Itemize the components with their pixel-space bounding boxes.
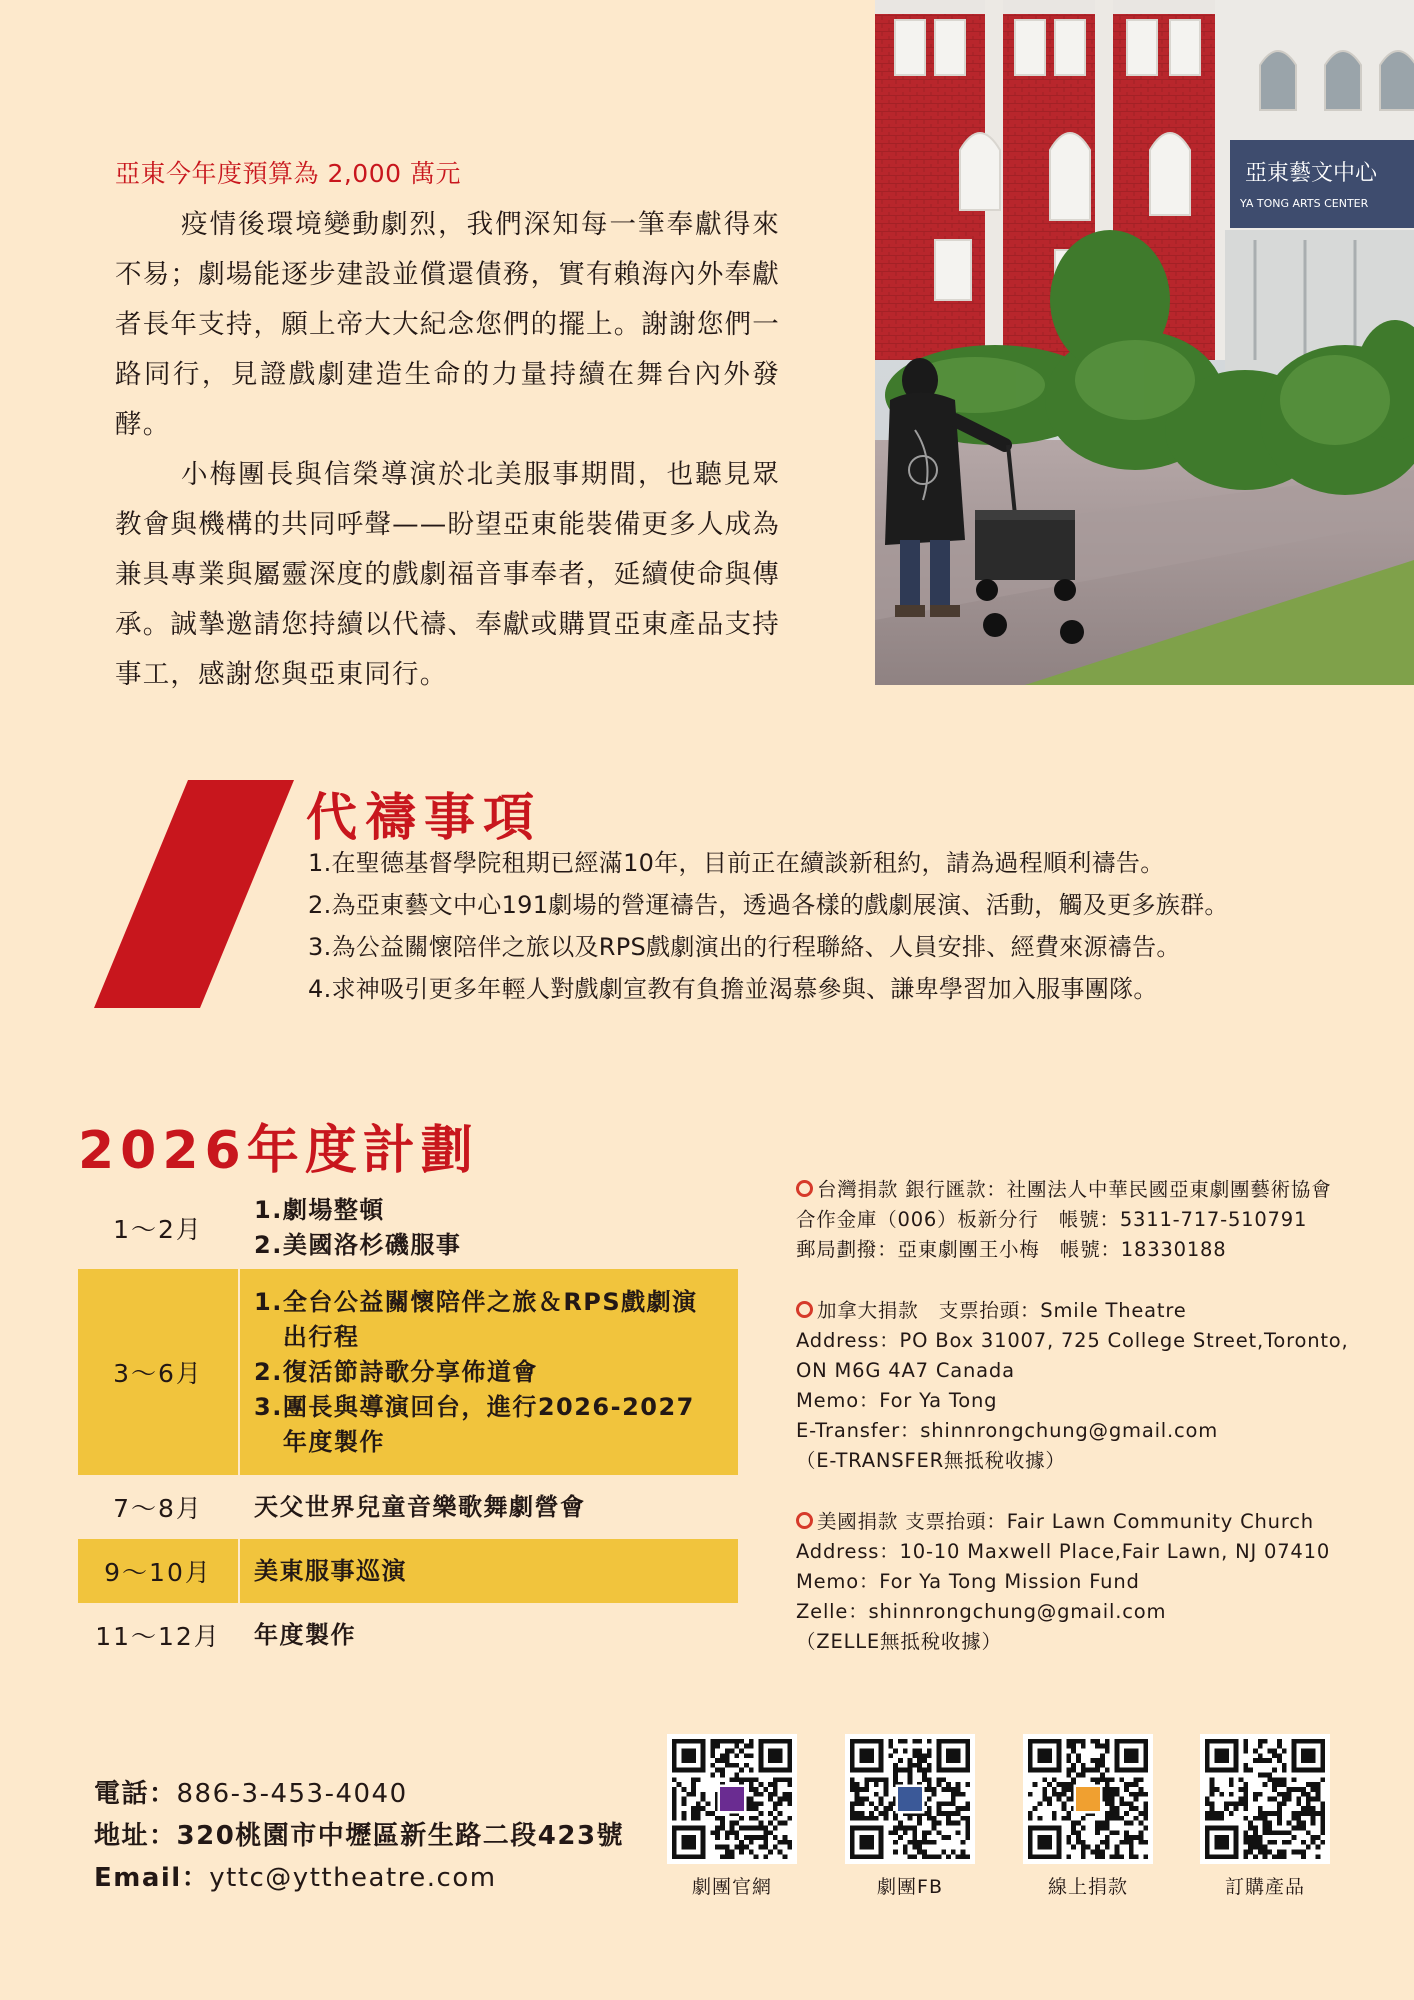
plan-item-text: 美東服事巡演 [254,1556,407,1585]
contact-email [94,1857,624,1899]
plan-item-number: 3. [254,1392,283,1421]
phone-label: 電話： [94,1779,177,1809]
donation-usa [796,1507,1356,1657]
plan-month: 9～10月 [78,1539,240,1603]
donation-line: Address：10-10 Maxwell Place,Fair Lawn, NJ 07410 [796,1540,1331,1563]
prayer-list [308,842,1229,1010]
plan-row [78,1269,738,1475]
circle-bullet-icon [796,1301,813,1318]
donation-email[interactable]: E-Transfer：shinnrongchung@gmail.com [796,1419,1219,1442]
contact-phone [94,1773,624,1815]
qr-donate[interactable] [1023,1734,1153,1899]
qr-shop[interactable] [1200,1734,1330,1899]
donation-line: Memo：For Ya Tong Mission Fund [796,1570,1140,1593]
plan-month: 3～6月 [78,1269,240,1475]
arts-center-photo [875,0,1414,685]
prayer-item: 1.在聖德基督學院租期已經滿10年，目前正在續談新租約，請為過程順利禱告。 [308,849,1165,877]
plan-item-text: 團長與導演回台，進行2026-2027年度製作 [282,1392,695,1456]
donation-line: 合作金庫（006）板新分行 帳號：5311-717-510791 [796,1208,1308,1231]
red-slash-decoration [94,780,294,1008]
intro-paragraph: 疫情後環境變動劇烈，我們深知每一筆奉獻得來不易；劇場能逐步建設並償還債務，實有賴海內外奉獻者長年支持，願上帝大大紀念您們的擺上。謝謝您們一路同行，見證戲劇建造生命的力量持續在舞台內外發酵。 [115,209,780,440]
contact-info [94,1773,624,1899]
plan-item [254,1618,738,1653]
email-label: Email： [94,1863,210,1893]
plan-item [254,1490,738,1525]
plan-item-text: 復活節詩歌分享佈道會 [282,1357,538,1386]
sign-text-en: YA TONG ARTS CENTER [1240,197,1369,210]
plan-item-number: 2. [254,1230,283,1259]
contact-address [94,1815,624,1857]
email-link[interactable]: yttc@yttheatre.com [209,1863,497,1893]
qr-code-icon [1200,1734,1330,1864]
plan-month: 7～8月 [78,1475,240,1539]
plan-item [254,1228,738,1263]
donation-heading: 台灣捐款 銀行匯款：社團法人中華民國亞東劇團藝術協會 [817,1178,1332,1201]
plan-items [240,1490,738,1525]
plan-item-text: 劇場整頓 [282,1195,385,1224]
plan-items [240,1554,738,1589]
qr-facebook[interactable] [845,1734,975,1899]
plan-item-text: 天父世界兒童音樂歌舞劇營會 [254,1492,586,1521]
phone-number[interactable]: 886-3-453-4040 [176,1779,408,1809]
donation-line: ON M6G 4A7 Canada [796,1359,1015,1382]
donation-line [796,1175,1356,1205]
plan-title: 2026年度計劃 [78,1121,479,1181]
budget-title: 亞東今年度預算為 2,000 萬元 [115,159,461,188]
plan-row [78,1603,738,1667]
plan-item-text: 全台公益關懷陪伴之旅＆RPS戲劇演出行程 [282,1287,698,1351]
qr-code-icon [1023,1734,1153,1864]
qr-website[interactable] [667,1734,797,1899]
plan-item-number: 2. [254,1357,283,1386]
donation-line: （E-TRANSFER無抵稅收據） [796,1449,1066,1472]
prayer-item: 2.為亞東藝文中心191劇場的營運禱告，透過各樣的戲劇展演、活動，觸及更多族群。 [308,891,1229,919]
qr-label: 劇團FB [877,1876,943,1898]
plan-item [254,1390,720,1460]
circle-bullet-icon [796,1512,813,1529]
qr-label: 線上捐款 [1047,1876,1128,1898]
donation-heading: 加拿大捐款 支票抬頭：Smile Theatre [817,1299,1187,1322]
plan-row [78,1539,738,1603]
plan-table [78,1186,738,1667]
plan-row [78,1186,738,1269]
donation-line: Memo：For Ya Tong [796,1389,998,1412]
intro-text [115,200,780,700]
plan-item [254,1554,738,1589]
donation-canada [796,1296,1356,1476]
plan-items [240,1193,738,1263]
prayer-title: 代禱事項 [306,789,543,848]
plan-item [254,1355,720,1390]
plan-item [254,1193,738,1228]
intro-paragraph: 小梅團長與信榮導演於北美服事期間，也聽見眾教會與機構的共同呼聲——盼望亞東能裝備更多人成為兼具專業與屬靈深度的戲劇福音事奉者，延續使命與傳承。誠摯邀請您持續以代禱、奉獻或購買亞東產品支持事工，感謝您與亞東同行。 [115,459,780,690]
donation-heading: 美國捐款 支票抬頭：Fair Lawn Community Church [817,1510,1314,1533]
qr-code-icon [667,1734,797,1864]
donation-email[interactable]: Zelle：shinnrongchung@gmail.com [796,1600,1167,1623]
qr-label: 劇團官網 [691,1876,772,1898]
donation-line: 郵局劃撥：亞東劇團王小梅 帳號：18330188 [796,1238,1227,1261]
prayer-item: 4.求神吸引更多年輕人對戲劇宣教有負擔並渴慕參與、謙卑學習加入服事團隊。 [308,975,1158,1003]
plan-item-number: 1. [254,1287,283,1316]
plan-row [78,1475,738,1539]
donation-taiwan [796,1175,1356,1265]
address-value: 320桃園市中壢區新生路二段423號 [176,1821,625,1851]
plan-item [254,1285,720,1355]
plan-item-text: 美國洛杉磯服事 [282,1230,462,1259]
plan-item-number: 1. [254,1195,283,1224]
donation-line [796,1507,1356,1537]
plan-item-text: 年度製作 [254,1620,356,1649]
plan-items [240,1618,738,1653]
donation-info [796,1175,1356,1688]
donation-line [796,1296,1356,1326]
plan-items [240,1285,738,1460]
plan-month: 1～2月 [78,1186,240,1269]
address-label: 地址： [94,1821,177,1851]
plan-month: 11～12月 [78,1603,240,1667]
donation-line: Address：PO Box 31007, 725 College Street,Toronto, [796,1329,1349,1352]
donation-line: （ZELLE無抵稅收據） [796,1630,1002,1653]
prayer-item: 3.為公益關懷陪伴之旅以及RPS戲劇演出的行程聯絡、人員安排、經費來源禱告。 [308,933,1181,961]
circle-bullet-icon [796,1180,813,1197]
sign-text-zh: 亞東藝文中心 [1245,161,1378,186]
qr-code-icon [845,1734,975,1864]
qr-label: 訂購產品 [1224,1876,1305,1898]
